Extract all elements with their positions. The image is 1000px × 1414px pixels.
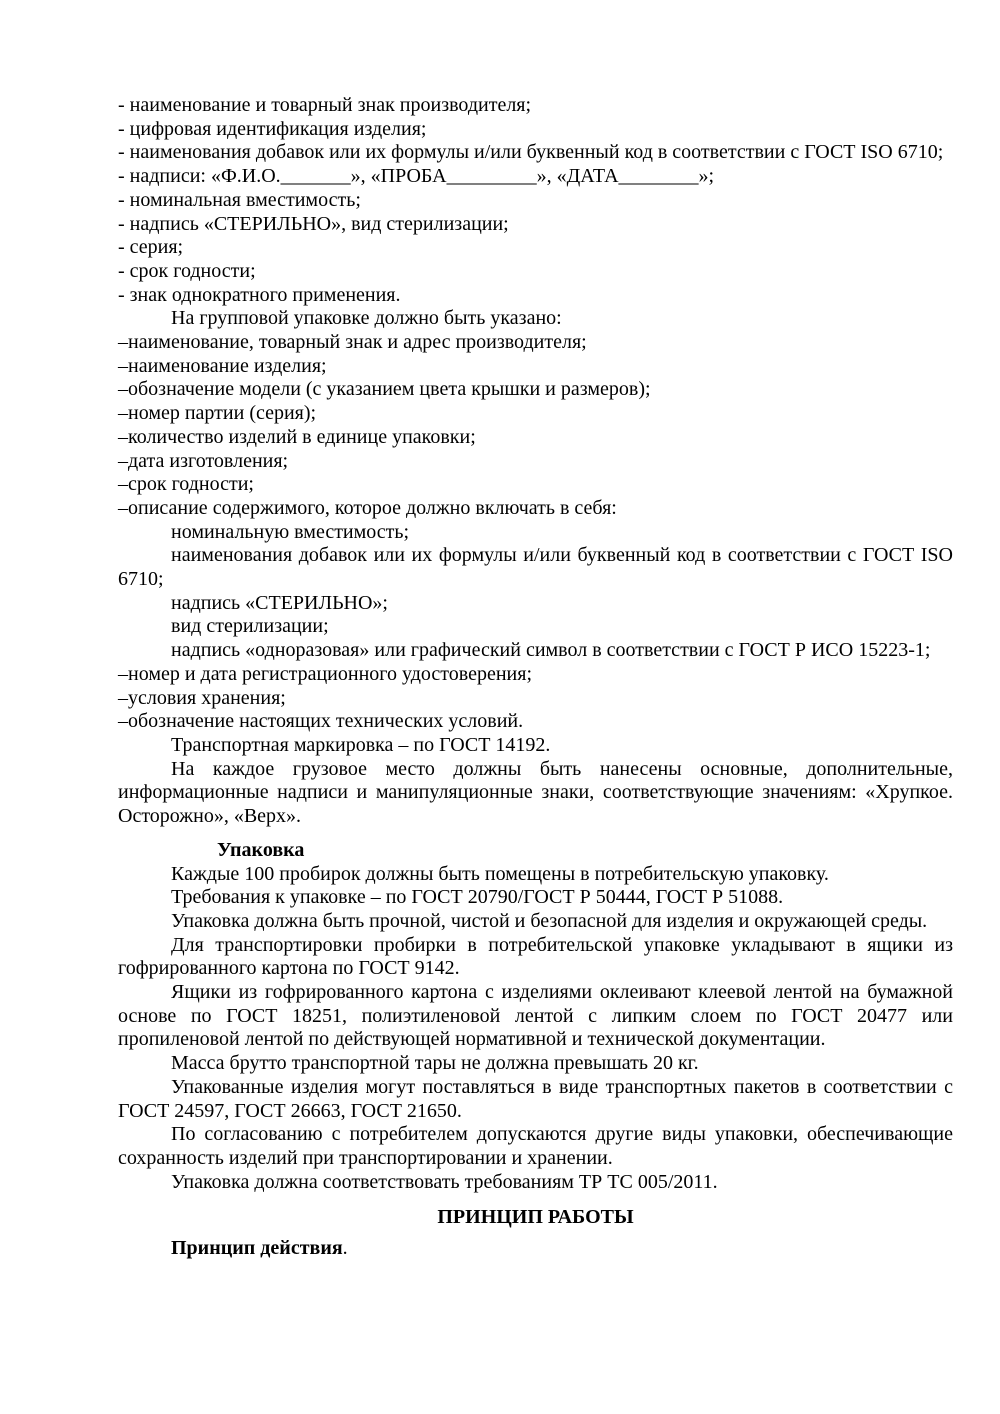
group-packaging-item: –описание содержимого, которое должно включать в себя: [118,496,617,519]
marking-item: - серия; [118,236,184,259]
content-sub-item: наименования добавок или их формулы и/или буквенный код в соответствии с ГОСТ ISO 6710; [118,544,953,591]
packaging-paragraph: Масса брутто транспортной тары не должна превышать 20 кг. [171,1052,699,1075]
marking-item: - надпись «СТЕРИЛЬНО», вид стерилизации; [118,212,509,235]
group-packaging-item: –количество изделий в единице упаковки; [118,425,476,448]
principle-action-paragraph [118,1237,953,1261]
group-packaging-intro: На групповой упаковке должно быть указано: [171,307,562,330]
group-packaging-item: –дата изготовления; [118,449,289,472]
group-packaging-item: –условия хранения; [118,686,286,709]
packaging-paragraph: Для транспортировки пробирки в потребительской упаковке укладывают в ящики из гофрированного картона по ГОСТ 9142. [118,933,953,980]
packaging-paragraph: Упакованные изделия могут поставляться в виде транспортных пакетов в соответствии с ГОСТ 24597, ГОСТ 26663, ГОСТ 21650. [118,1075,953,1122]
principle-heading: ПРИНЦИП РАБОТЫ [437,1206,634,1229]
group-packaging-item: –наименование, товарный знак и адрес производителя; [118,331,587,354]
marking-item: - срок годности; [118,259,256,282]
principle-action-period: . [342,1237,348,1260]
marking-item: - наименования добавок или их формулы и/или буквенный код в соответствии с ГОСТ ISO 6710; [118,141,944,164]
group-packaging-item: –наименование изделия; [118,354,327,377]
group-packaging-item: –срок годности; [118,473,254,496]
marking-item: - наименование и товарный знак производителя; [118,94,532,116]
packaging-paragraph: Каждые 100 пробирок должны быть помещены в потребительскую упаковку. [171,862,829,885]
content-sub-item: надпись «одноразовая» или графический символ в соответствии с ГОСТ Р ИСО 15223-1; [171,639,931,662]
group-packaging-item: –номер и дата регистрационного удостоверения; [118,662,533,685]
group-packaging-item: –обозначение настоящих технических условий. [118,710,524,733]
marking-item: - надписи: «Ф.И.О._______», «ПРОБА_________», «ДАТА________»; [118,165,715,188]
principle-action-label: Принцип действия [171,1237,343,1260]
content-sub-item: надпись «СТЕРИЛЬНО»; [171,591,388,614]
marking-item: - номинальная вместимость; [118,188,361,211]
packaging-paragraph: По согласованию с потребителем допускаются другие виды упаковки, обеспечивающие сохранность изделий при транспортировании и хранении. [118,1123,953,1169]
transport-marking-paragraph: Транспортная маркировка – по ГОСТ 14192. [171,733,551,756]
cargo-marking-paragraph: На каждое грузовое место должны быть нанесены основные, дополнительные, информационные надписи и манипуляционные знаки, соответствующие значениям: «Хрупкое. Осторожно», «Верх». [118,757,953,828]
marking-item: - знак однократного применения. [118,283,401,306]
group-packaging-item: –обозначение модели (с указанием цвета крышки и размеров); [118,378,651,401]
packaging-paragraph: Упаковка должна быть прочной, чистой и безопасной для изделия и окружающей среды. [171,909,928,932]
document-content [118,94,953,1261]
packaging-heading: Упаковка [217,838,305,861]
group-packaging-item: –номер партии (серия); [118,402,317,425]
packaging-paragraph: Требования к упаковке – по ГОСТ 20790/ГОСТ Р 50444, ГОСТ Р 51088. [171,886,784,909]
marking-item: - цифровая идентификация изделия; [118,117,427,140]
packaging-paragraph: Упаковка должна соответствовать требованиям ТР ТС 005/2011. [171,1170,718,1193]
content-sub-item: номинальную вместимость; [171,520,410,543]
packaging-paragraph: Ящики из гофрированного картона с изделиями оклеивают клеевой лентой на бумажной основе по ГОСТ 18251, полиэтиленовой лентой с липким слоем по ГОСТ 20477 или пропиленовой лентой по действующей нормативной и технической документации. [118,981,953,1051]
content-sub-item: вид стерилизации; [171,615,329,638]
